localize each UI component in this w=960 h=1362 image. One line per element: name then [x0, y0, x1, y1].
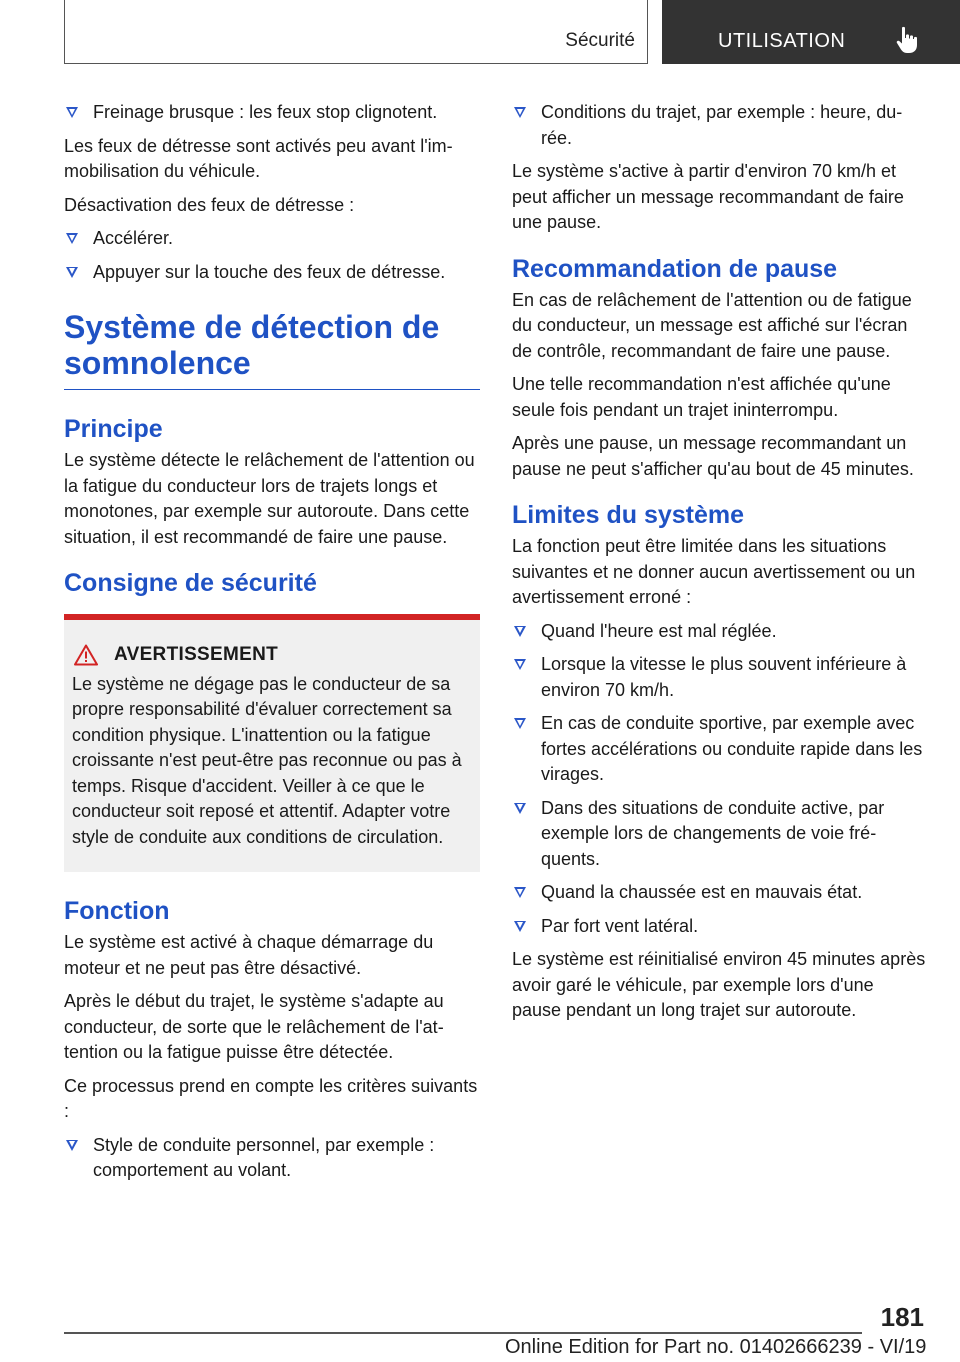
triangle-bullet-icon — [514, 659, 526, 670]
paragraph: Le système s'active à partir d'environ 70 km/h et peut afficher un message recommandant de faire une pause. — [512, 161, 904, 232]
triangle-bullet-icon — [66, 1140, 78, 1151]
triangle-bullet-icon — [514, 887, 526, 898]
paragraph: Une telle recommandation n'est affichée qu'une seule fois pendant un trajet ininterrompu. — [512, 374, 891, 420]
chapter-heading: Système de détection de somnolence — [64, 309, 480, 390]
paragraph: Après une pause, un message recommandant un pause ne peut s'afficher qu'au bout de 45 minutes. — [512, 433, 914, 479]
warning-box — [64, 614, 480, 872]
list-item: Lorsque la vitesse le plus souvent inférieure à environ 70 km/h. — [512, 652, 926, 703]
page-number: 181 — [880, 1302, 924, 1332]
footer-divider — [64, 1332, 862, 1334]
list-item: Quand l'heure est mal réglée. — [512, 619, 926, 645]
triangle-bullet-icon — [514, 107, 526, 118]
triangle-bullet-icon — [66, 107, 78, 118]
list-item: Style de conduite personnel, par exemple : comportement au volant. — [64, 1133, 480, 1184]
section-heading-recommandation: Recommandation de pause — [512, 254, 838, 283]
list-item: Freinage brusque : les feux stop clignotent. — [64, 100, 480, 126]
hand-pointer-icon — [896, 26, 920, 54]
section-heading-principe: Principe — [64, 415, 163, 443]
paragraph: Désactivation des feux de détresse : — [64, 194, 355, 215]
triangle-bullet-icon — [514, 921, 526, 932]
warning-text: Le système ne dégage pas le conducteur de sa propre responsabilité d'évaluer correctement sa condition physique. L'inattention ou la fatigue croissante n'est peut-être pas reconnue ou pas à temps. Risque d'accident. Veiller à ce que le conducteur soit reposé et attentif. Adapter votre style de conduite aux conditions de circulation. — [72, 673, 462, 847]
paragraph: Le système est activé à chaque démarrage du moteur et ne peut pas être désactivé. — [64, 932, 434, 978]
paragraph: Les feux de détresse sont activés peu avant l'immobilisation du véhicule. — [64, 135, 453, 181]
list-item: Dans des situations de conduite active, par exemple lors de changements de voie fréquents. — [512, 796, 926, 873]
paragraph: Ce processus prend en compte les critères suivants : — [64, 1075, 478, 1121]
paragraph: La fonction peut être limitée dans les situations suivantes et ne donner aucun avertissement ou un avertissement erroné : — [512, 536, 916, 607]
section-heading-fonction: Fonction — [64, 897, 170, 925]
footer-edition: Online Edition for Part no. 01402666239 - VI/19 — [505, 1336, 927, 1358]
right-column — [512, 100, 926, 1032]
triangle-bullet-icon — [514, 626, 526, 637]
paragraph: Le système est réinitialisé environ 45 minutes après avoir garé le véhicule, par exemple lors d'une pause pendant un long trajet sur autoroute. — [512, 949, 926, 1020]
list-item: Appuyer sur la touche des feux de détresse. — [64, 260, 480, 286]
triangle-bullet-icon — [66, 233, 78, 244]
list-item: Par fort vent latéral. — [512, 914, 926, 940]
triangle-bullet-icon — [514, 803, 526, 814]
paragraph: Après le début du trajet, le système s'adapte au conducteur, de sorte que le relâchement de l'attention ou la fatigue puisse être détectée. — [64, 991, 444, 1062]
triangle-bullet-icon — [66, 267, 78, 278]
header-section-title: Sécurité — [565, 30, 635, 51]
warning-triangle-icon — [74, 644, 98, 666]
header-section-box — [64, 0, 648, 64]
list-item: Accélérer. — [64, 226, 480, 252]
list-item: Conditions du trajet, par exemple : heure, durée. — [512, 100, 926, 151]
header-chapter-box — [662, 0, 960, 64]
header-chapter-title: UTILISATION — [718, 30, 846, 52]
section-heading-limites: Limites du système — [512, 501, 745, 529]
warning-title: AVERTISSEMENT — [114, 644, 279, 665]
section-heading-consigne: Consigne de sécurité — [64, 569, 317, 597]
paragraph: Le système détecte le relâchement de l'attention ou la fatigue du conducteur lors de trajets longs et monotones, par exemple sur autoroute. Dans cette situation, il est recommandé de faire une pause. — [64, 450, 475, 547]
list-item: Quand la chaussée est en mauvais état. — [512, 880, 926, 906]
paragraph: En cas de relâchement de l'attention ou de fatigue du conducteur, un message est affiché sur l'écran de contrôle, recommandant de faire une pause. — [512, 289, 912, 361]
list-item: En cas de conduite sportive, par exemple avec fortes accélérations ou conduite rapide dans les virages. — [512, 711, 926, 788]
triangle-bullet-icon — [514, 718, 526, 729]
warning-header — [72, 642, 474, 668]
left-column — [64, 100, 480, 1192]
